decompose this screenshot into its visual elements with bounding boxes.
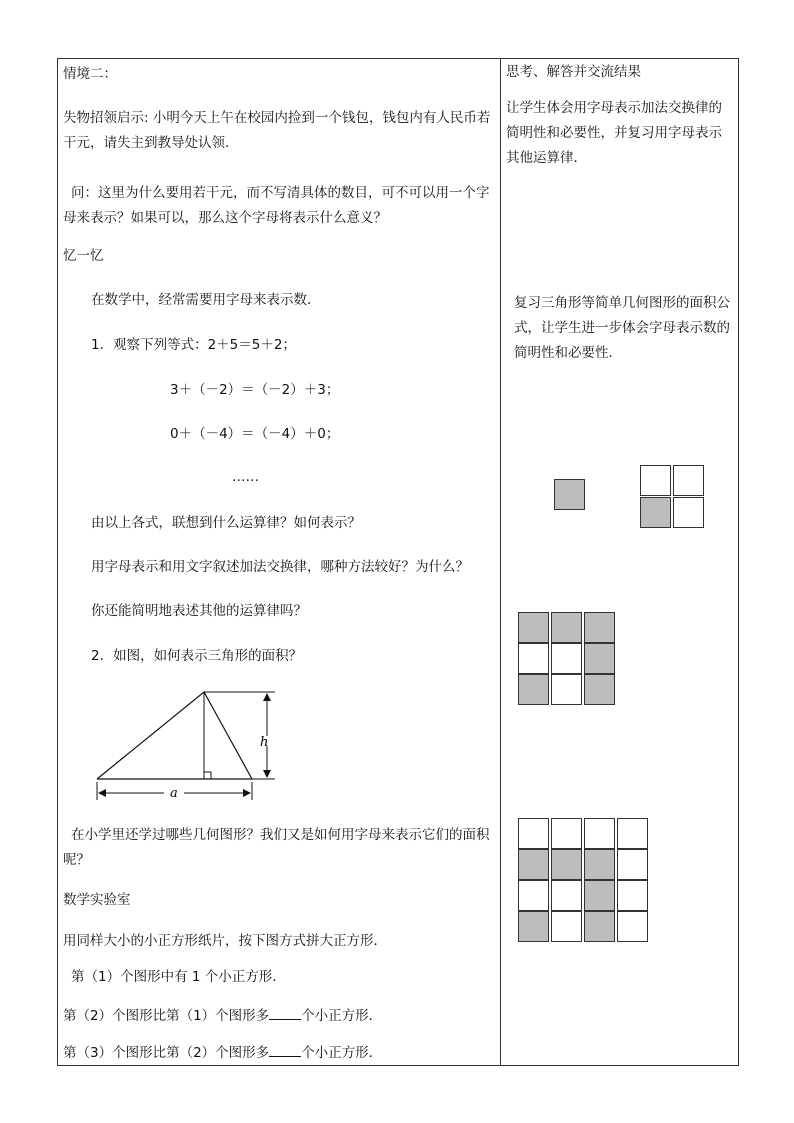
grid-cell	[518, 643, 549, 674]
grid-cell	[518, 818, 549, 849]
figure2-text: 第（2）个图形比第（1）个图形多 个小正方形．	[63, 1008, 383, 1024]
grid-cell	[584, 818, 615, 849]
figure3-text: 第（3）个图形比第（2）个图形多 个小正方形．	[63, 1045, 383, 1061]
teaching-note-1: 让学生体会用字母表示加法交换律的简明性和必要性，并复习用字母表示其他运算律．	[506, 100, 722, 166]
question-compare: 用字母表示和用文字叙述加法交换律，哪种方法较好？为什么？	[91, 559, 469, 575]
equation-1: 2＋5＝5＋2；	[207, 337, 296, 353]
grid-cell	[617, 880, 648, 911]
grid-cell	[518, 674, 549, 705]
height-label: h	[260, 735, 269, 750]
grid-cell	[551, 612, 582, 643]
grid-cell	[518, 911, 549, 942]
equation-2: 3＋（－2）＝（－2）＋3；	[170, 382, 340, 398]
answer-blank-2[interactable]	[269, 1019, 301, 1020]
grid-cell	[551, 880, 582, 911]
grid-cell	[673, 497, 704, 528]
recall-intro: 在数学中，经常需要用字母来表示数．	[91, 292, 321, 308]
grid-cell	[640, 465, 671, 496]
grid-cell	[554, 479, 585, 510]
triangle-shape	[97, 692, 252, 779]
grid-cell	[584, 849, 615, 880]
grid-cell	[551, 674, 582, 705]
triangle-diagram	[90, 688, 290, 808]
answer-blank-3[interactable]	[269, 1056, 301, 1057]
question-law: 由以上各式，联想到什么运算律？如何表示？	[91, 515, 361, 531]
grid-cell	[584, 911, 615, 942]
item1-label: 1．观察下列等式：2＋5＝5＋2；	[91, 337, 296, 353]
item2-label: 2．如图，如何表示三角形的面积？	[91, 648, 303, 664]
right-header: 思考、解答并交流结果	[506, 64, 641, 80]
grid-cell	[584, 674, 615, 705]
right-angle-mark	[204, 772, 211, 779]
recall-title: 忆一忆	[63, 248, 104, 264]
grid-cell	[617, 911, 648, 942]
grid-cell	[518, 612, 549, 643]
grid-cell	[584, 643, 615, 674]
grid-cell	[617, 818, 648, 849]
grid-cell	[518, 880, 549, 911]
lab-title: 数学实验室	[63, 892, 131, 908]
grid-cell	[518, 849, 549, 880]
grid-cell	[584, 612, 615, 643]
grid-cell	[673, 465, 704, 496]
grid-cell	[551, 849, 582, 880]
grid-cell	[584, 880, 615, 911]
equation-3: 0＋（－4）＝（－4）＋0；	[170, 426, 340, 442]
question-shapes: 在小学里还学过哪些几何图形？我们又是如何用字母来表示它们的面积呢？	[63, 827, 490, 868]
grid-cell	[551, 643, 582, 674]
figure1-text: 第（1）个图形中有 1 个小正方形．	[71, 969, 286, 985]
ellipsis: ……	[232, 469, 259, 485]
grid-cell	[551, 818, 582, 849]
grid-cell	[640, 497, 671, 528]
column-divider	[500, 58, 501, 1066]
grid-cell	[551, 911, 582, 942]
question-other-laws: 你还能简明地表述其他的运算律吗？	[91, 603, 307, 619]
lost-found-notice: 失物招领启示: 小明今天上午在校园内捡到一个钱包，钱包内有人民币若干元，请失主到教导处认领．	[63, 110, 491, 151]
scenario-title: 情境二：	[63, 66, 117, 82]
base-label: a	[170, 786, 178, 801]
lab-intro: 用同样大小的小正方形纸片，按下图方式拼大正方形．	[63, 933, 387, 949]
grid-cell	[617, 849, 648, 880]
question-text: 问：这里为什么要用若干元，而不写清具体的数目，可不可以用一个字母来表示？如果可以，那么这个字母将表示什么意义？	[63, 185, 490, 226]
teaching-note-2: 复习三角形等简单几何图形的面积公式，让学生进一步体会字母表示数的简明性和必要性．	[514, 295, 730, 361]
